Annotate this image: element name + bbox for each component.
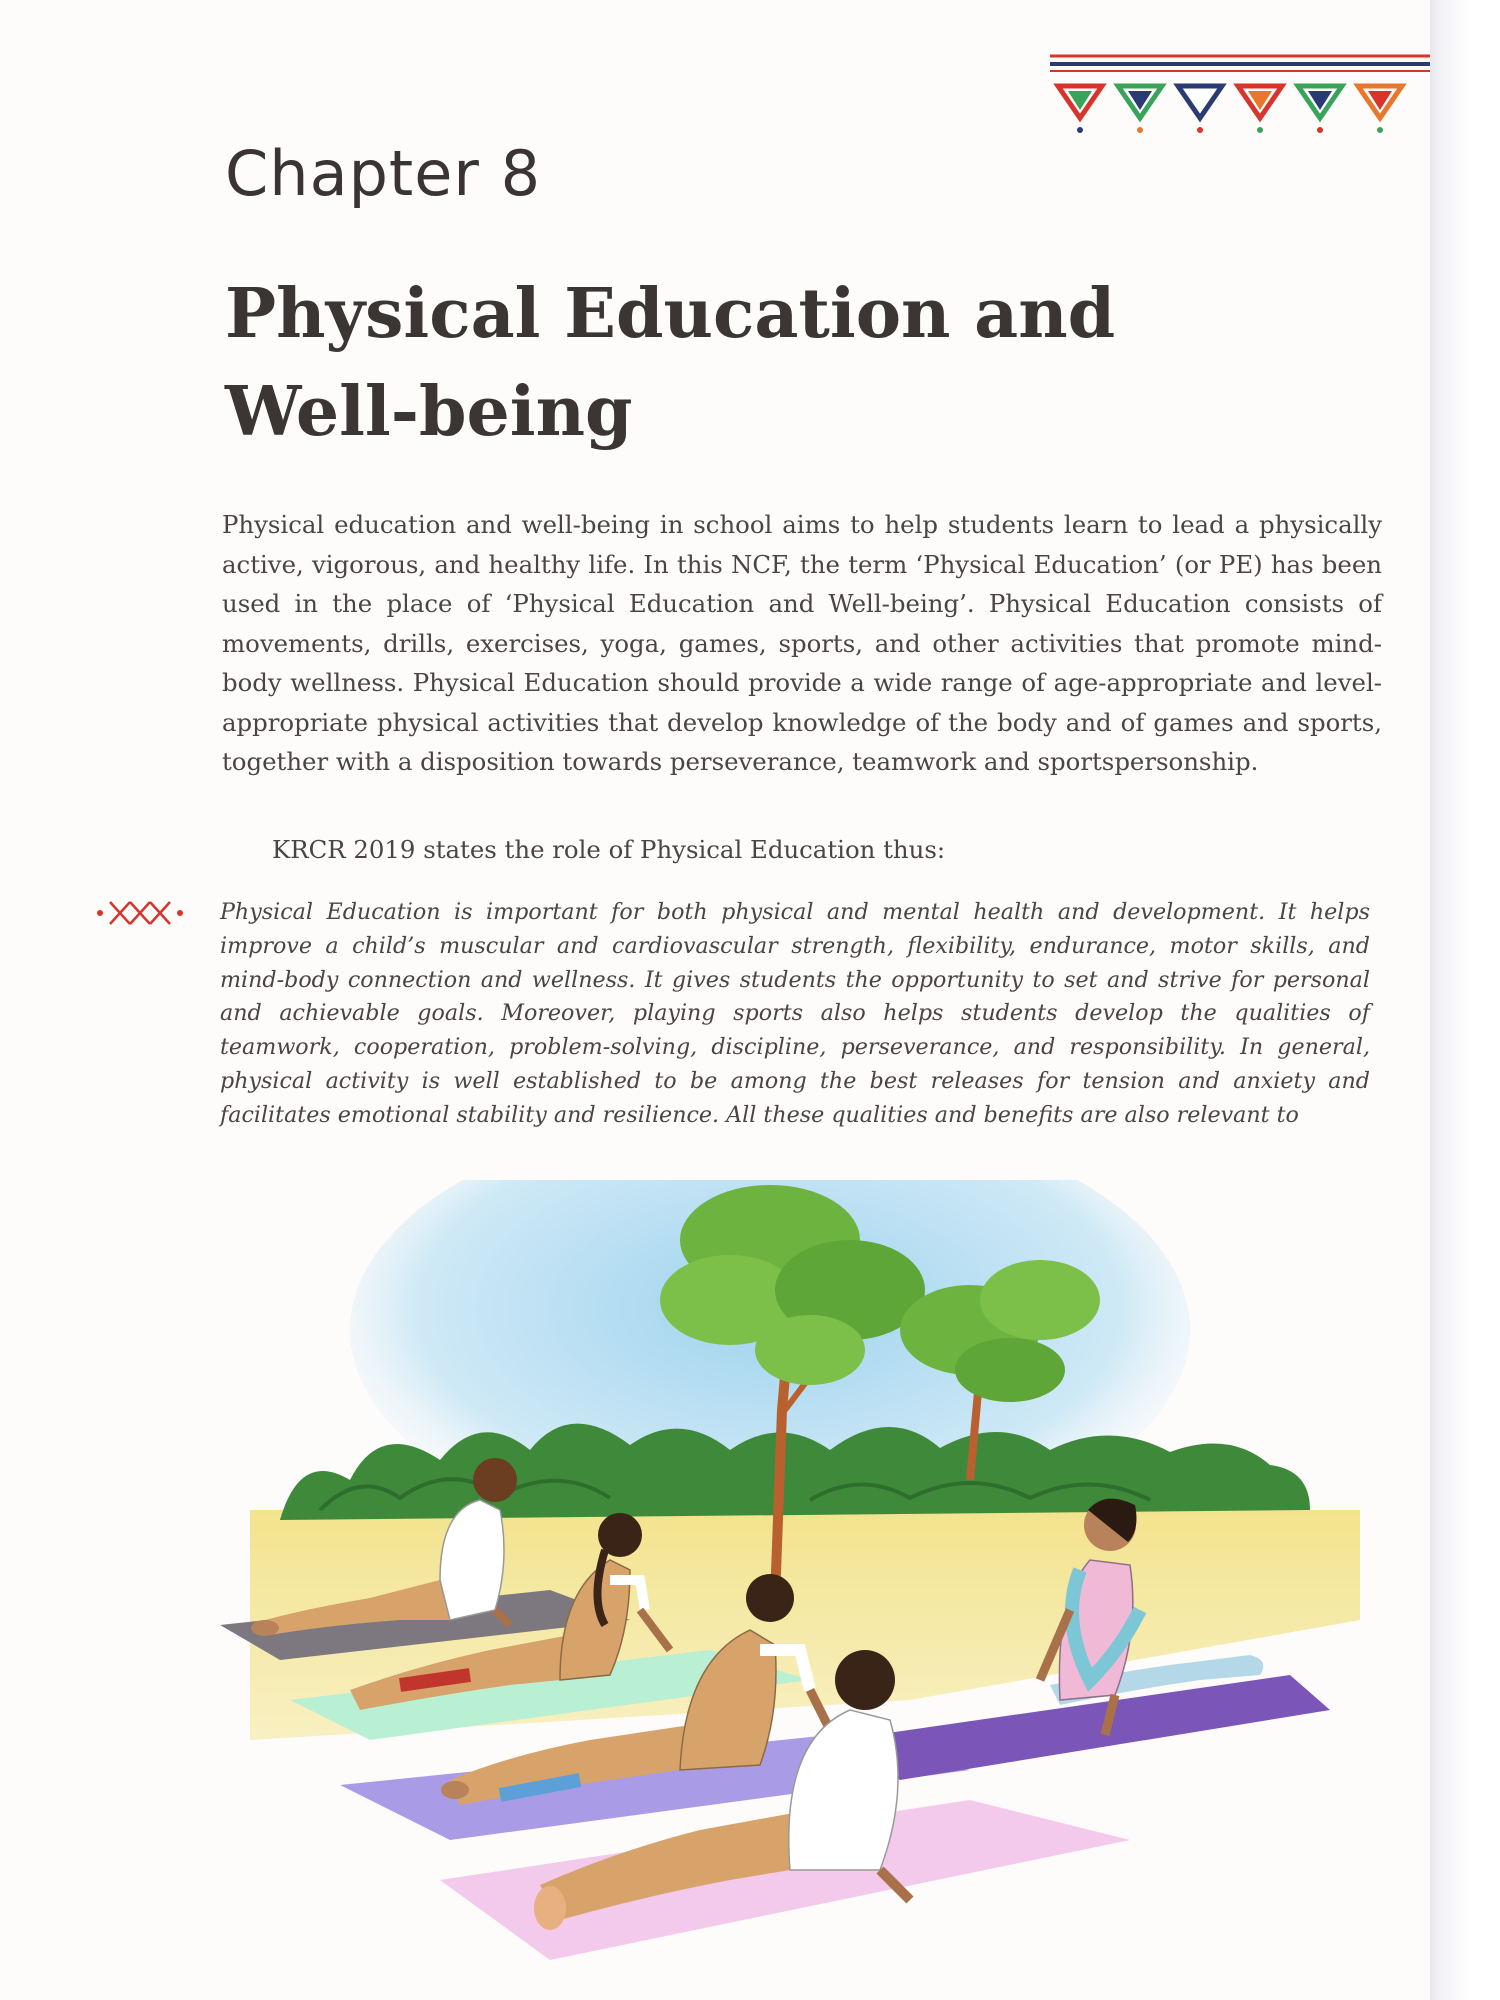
krcr-lead-paragraph: KRCR 2019 states the role of Physical Education thus: [272, 835, 946, 864]
triangle-ornament-2 [1118, 86, 1162, 133]
triangle-ornament-5 [1298, 86, 1342, 133]
chapter-number: Chapter 8 [225, 137, 542, 210]
header-decoration [1050, 50, 1430, 150]
intro-paragraph: Physical education and well-being in school aims to help students learn to lead a physically active, vigorous, and healthy life. In this NCF, the term ‘Physical Education’ (or PE) has been used in the place of ‘Physical Education and Well-being’. Physical Education consists of movements, drills, exercises, yoga, games, sports, and other activities that promote mind-body wellness. Physical Education should provide a wide range of age-appropriate and level-appropriate physical activities that develop knowledge of the body and of games and sports, together with a disposition towards perseverance, teamwork and sportspersonship. [222, 510, 1382, 776]
krcr-quote: Physical Education is important for both physical and mental health and development. It helps improve a child’s muscular and cardiovascular strength, flexibility, endurance, motor skills, and mind-body connection and wellness. It gives students the opportunity to set and strive for personal and achievable goals. Moreover, playing sports also helps students develop the qualities of teamwork, cooperation, problem-solving, discipline, perseverance, and responsibility. In general, physical activity is well established to be among the best releases for tension and anxiety and facilitates emotional stability and resilience. All these qualities and benefits are also relevant to [220, 899, 1370, 1128]
chapter-title: Physical Education and Well-being [225, 274, 1116, 452]
cross-stitch-ornament-icon [96, 898, 184, 928]
page-edge-shadow [1430, 0, 1500, 2000]
yoga-illustration [210, 1180, 1370, 1960]
triangle-ornament-6 [1358, 86, 1402, 133]
triangle-ornament-4 [1238, 86, 1282, 133]
triangle-ornament-1 [1058, 86, 1102, 133]
triangle-ornament-3 [1178, 86, 1222, 133]
